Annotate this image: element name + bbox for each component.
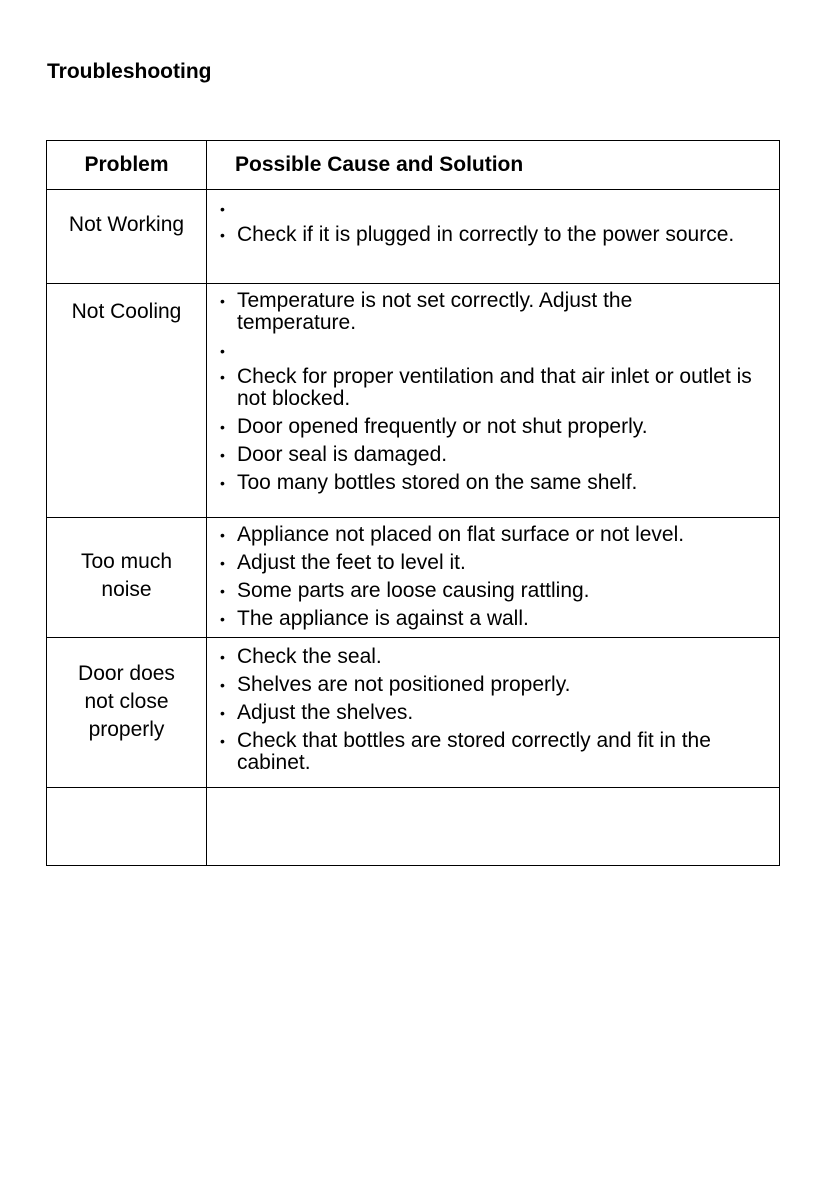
cause-list	[207, 198, 779, 246]
table-row-empty	[47, 788, 780, 866]
problem-label-line: Door does	[78, 662, 175, 685]
list-item: • Check that bottles are stored correctly and fit in the cabinet.	[237, 730, 779, 774]
table-row	[47, 284, 780, 518]
troubleshooting-table	[46, 140, 780, 866]
header-problem: Problem	[47, 141, 207, 190]
list-item	[237, 340, 779, 360]
problem-label-line: Too much	[80, 550, 173, 573]
header-cause: Possible Cause and Solution	[207, 141, 780, 190]
problem-label-line: not close	[84, 690, 169, 713]
problem-label-line: properly	[88, 718, 165, 741]
list-item: • Check if it is plugged in correctly to the power source.	[237, 224, 779, 246]
list-item: • Some parts are loose causing rattling.	[237, 580, 779, 602]
problem-label: Not Working	[68, 213, 185, 236]
list-item: • Temperature is not set correctly. Adjust the temperature.	[237, 290, 779, 334]
problem-label-line: noise	[101, 578, 152, 601]
list-item	[237, 198, 779, 218]
table-header-row	[47, 141, 780, 190]
cause-list	[207, 646, 779, 774]
list-item: • Appliance not placed on flat surface or not level.	[237, 524, 779, 546]
list-item: • Door seal is damaged.	[237, 444, 779, 466]
table-row	[47, 638, 780, 788]
cause-list	[207, 524, 779, 630]
cause-list	[207, 290, 779, 494]
list-item: • Shelves are not positioned properly.	[237, 674, 779, 696]
table-row	[47, 518, 780, 638]
problem-label: Not Cooling	[71, 300, 182, 323]
list-item: • Check the seal.	[237, 646, 779, 668]
table-row	[47, 190, 780, 284]
page-title: Troubleshooting	[47, 60, 212, 83]
list-item: • Too many bottles stored on the same shelf.	[237, 472, 779, 494]
list-item: • The appliance is against a wall.	[237, 608, 779, 630]
list-item: • Adjust the shelves.	[237, 702, 779, 724]
list-item: • Adjust the feet to level it.	[237, 552, 779, 574]
list-item: • Door opened frequently or not shut properly.	[237, 416, 779, 438]
list-item: • Check for proper ventilation and that air inlet or outlet is not blocked.	[237, 366, 779, 410]
